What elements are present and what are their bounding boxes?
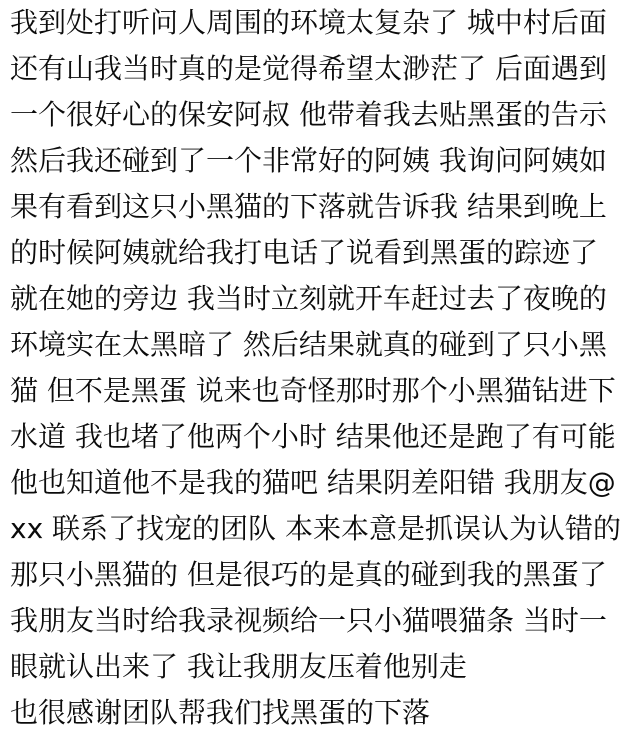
text-line-3: 一个很好心的保安阿叔 他带着我去贴黑蛋的告示 <box>10 98 607 131</box>
text-line-6: 的时候阿姨就给我打电话了说看到黑蛋的踪迹了 <box>10 236 599 269</box>
text-line-12: xx 联系了找宠的团队 本来本意是抓误认为认错的 <box>10 512 621 545</box>
text-line-11: 他也知道他不是我的猫吧 结果阴差阳错 我朋友@ <box>10 466 616 499</box>
text-block <box>10 0 630 736</box>
text-line-2: 还有山我当时真的是觉得希望太渺茫了 后面遇到 <box>10 52 607 85</box>
text-line-7: 就在她的旁边 我当时立刻就开车赶过去了夜晚的 <box>10 282 607 315</box>
text-line-4: 然后我还碰到了一个非常好的阿姨 我询问阿姨如 <box>10 144 607 177</box>
text-line-9: 猫 但不是黑蛋 说来也奇怪那时那个小黑猫钻进下 <box>10 374 616 407</box>
text-line-14: 我朋友当时给我录视频给一只小猫喂猫条 当时一 <box>10 604 607 637</box>
text-line-8: 环境实在太黑暗了 然后结果就真的碰到了只小黑 <box>10 328 607 361</box>
text-line-16: 也很感谢团队帮我们找黑蛋的下落 <box>10 696 431 729</box>
text-line-15: 眼就认出来了 我让我朋友压着他别走 <box>10 650 467 683</box>
text-line-5: 果有看到这只小黑猫的下落就告诉我 结果到晚上 <box>10 190 607 223</box>
text-line-13: 那只小黑猫的 但是很巧的是真的碰到我的黑蛋了 <box>10 558 607 591</box>
text-line-1: 我到处打听问人周围的环境太复杂了 城中村后面 <box>10 6 607 39</box>
text-line-10: 水道 我也堵了他两个小时 结果他还是跑了有可能 <box>10 420 616 453</box>
